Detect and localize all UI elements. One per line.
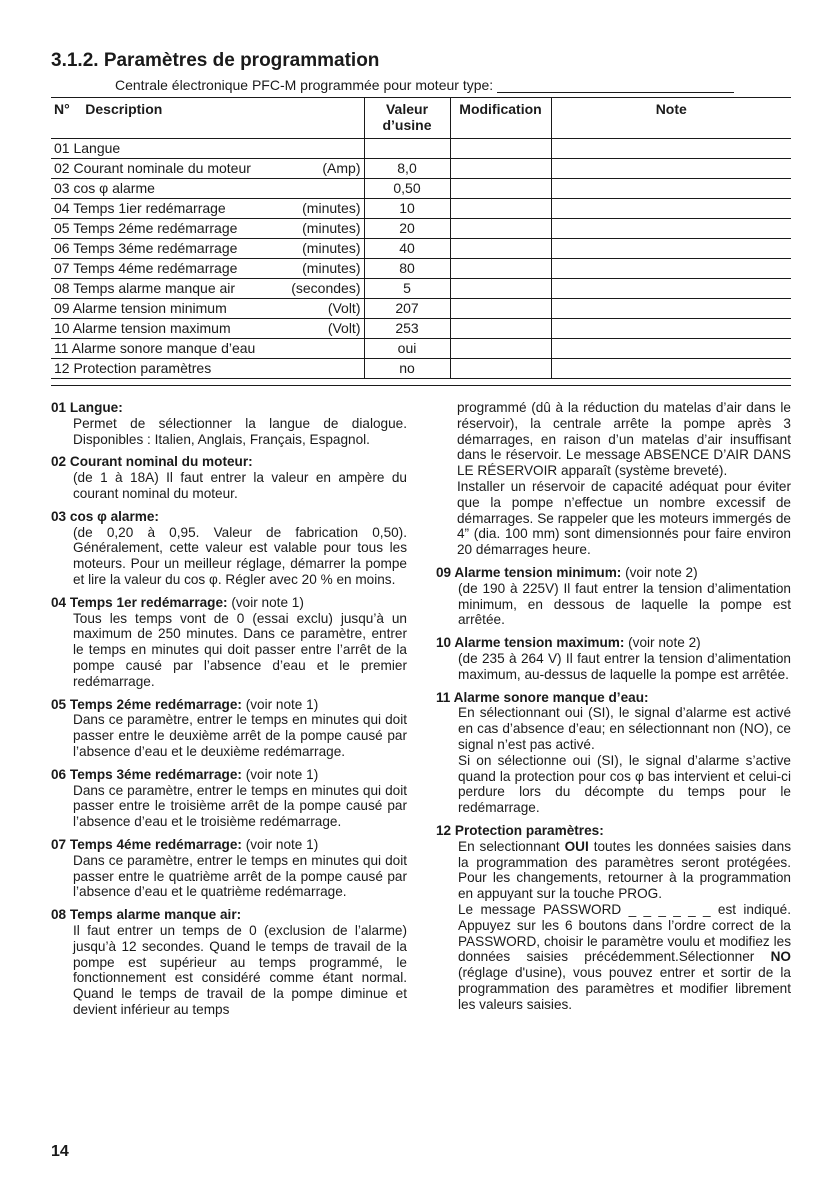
section-06: 06 Temps 3éme redémarrage: (voir note 1) Dans ce paramètre, entrer le temps en minutes qui doit passer entre le troisième arrêt de la pompe causé par l’absence d’eau et le troisième redémarrage. bbox=[51, 766, 407, 830]
row-modification bbox=[450, 199, 551, 219]
row-note bbox=[551, 279, 791, 299]
row-modification bbox=[450, 179, 551, 199]
row-default-value: 80 bbox=[364, 259, 450, 279]
section-12-para-2: Le message PASSWORD _ _ _ _ _ _ est indiqué. Appuyez sur les 6 boutons dans l’ordre correct de la PASSWORD, choisir le paramètre voulu et modifiez les données saisies précédemment.Sélectionner NO (réglage d'usine), vous pouvez entrer et sortir de la programmation des paramètres et modifier librement les valeurs saisies. bbox=[458, 901, 791, 1012]
row-modification bbox=[450, 359, 551, 379]
table-row bbox=[51, 179, 791, 199]
header-modification: Modification bbox=[450, 98, 551, 139]
row-note bbox=[551, 219, 791, 239]
section-10: 10 Alarme tension maximum: (voir note 2) (de 235 à 264 V) Il faut entrer la tension d’alimentation maximum, au-dessus de laquelle la pompe est arrêtée. bbox=[436, 635, 791, 682]
table-row bbox=[51, 319, 791, 339]
row-description: 03 cos φ alarme bbox=[51, 179, 364, 199]
row-default-value: 5 bbox=[364, 279, 450, 299]
row-default-value: 8,0 bbox=[364, 159, 450, 179]
row-description: 09 Alarme tension minimum (Volt) bbox=[51, 299, 364, 319]
section-04: 04 Temps 1er redémarrage: (voir note 1) Tous les temps vont de 0 (essai exclu) jusqu’à un maximum de 250 minutes. Dans ce paramètre, entrer le temps en minutes qui doit passer entre l’arrêt de la pompe causé par l’absence d’eau et le premier redémarrage. bbox=[51, 594, 407, 689]
row-note bbox=[551, 179, 791, 199]
section-08-continued: programmé (dû à la réduction du matelas d’air dans le réservoir), la centrale arrête la pompe après 3 démarrages, en raison d’un matelas d’air insuffisant dans le réservoir. Le message ABSENCE D’AIR DANS LE RÉSERVOIR apparaît (système breveté). Installer un réservoir de capacité adéquat pour éviter que la pompe n’effectue un nombre excessif de démarrages. Se rappeler que les moteurs immergés de 4” (dia. 100 mm) sont dimensionnés pour faire environ 20 démarrages heure. bbox=[457, 400, 791, 558]
subtitle-text: Centrale électronique PFC-M programmée pour moteur type: bbox=[115, 77, 494, 93]
row-modification bbox=[450, 299, 551, 319]
section-05: 05 Temps 2éme redémarrage: (voir note 1) Dans ce paramètre, entrer le temps en minutes qui doit passer entre le deuxième arrêt de la pompe causé par l’absence d’eau et le deuxième redémarrage. bbox=[51, 696, 407, 759]
row-modification bbox=[450, 239, 551, 259]
row-modification bbox=[450, 259, 551, 279]
row-default-value: 20 bbox=[364, 219, 450, 239]
row-modification bbox=[450, 159, 551, 179]
row-default-value: 253 bbox=[364, 319, 450, 339]
section-12-para-1: En selectionnant OUI toutes les données saisies dans la programmation des paramètres seront protégées. Pour les changements, retourner à la programmation en appuyant sur la touche PROG. bbox=[458, 838, 791, 902]
row-default-value: oui bbox=[364, 339, 450, 359]
table-row bbox=[51, 219, 791, 239]
right-column bbox=[436, 400, 791, 1019]
parameters-table bbox=[51, 97, 791, 379]
table-row bbox=[51, 279, 791, 299]
row-default-value: 10 bbox=[364, 199, 450, 219]
row-description: 01 Langue bbox=[51, 139, 364, 159]
row-modification bbox=[450, 279, 551, 299]
row-description: 06 Temps 3éme redémarrage (minutes) bbox=[51, 239, 364, 259]
section-07: 07 Temps 4éme redémarrage: (voir note 1) Dans ce paramètre, entrer le temps en minutes qui doit passer entre le quatrième arrêt de la pompe causé par l’absence d’eau et le quatrième redémarrage. bbox=[51, 836, 407, 900]
header-default-value: Valeur d’usine bbox=[364, 98, 450, 139]
section-02: 02 Courant nominal du moteur: (de 1 à 18A) Il faut entrer la valeur en ampère du courant nominal du moteur. bbox=[51, 454, 407, 501]
row-note bbox=[551, 239, 791, 259]
row-note bbox=[551, 139, 791, 159]
row-note bbox=[551, 199, 791, 219]
table-row bbox=[51, 239, 791, 259]
subtitle bbox=[115, 77, 734, 93]
row-description: 11 Alarme sonore manque d’eau bbox=[51, 339, 364, 359]
row-default-value: 40 bbox=[364, 239, 450, 259]
header-description: N° Description bbox=[51, 98, 364, 139]
table-row bbox=[51, 259, 791, 279]
section-01: 01 Langue: Permet de sélectionner la langue de dialogue. Disponibles : Italien, Anglais, Français, Espagnol. bbox=[51, 400, 407, 447]
row-description: 02 Courant nominale du moteur (Amp) bbox=[51, 159, 364, 179]
left-column bbox=[51, 400, 407, 1025]
row-note bbox=[551, 259, 791, 279]
table-row bbox=[51, 299, 791, 319]
row-note bbox=[551, 359, 791, 379]
row-default-value: 0,50 bbox=[364, 179, 450, 199]
row-description: 10 Alarme tension maximum (Volt) bbox=[51, 319, 364, 339]
row-description: 12 Protection paramètres bbox=[51, 359, 364, 379]
row-default-value: 207 bbox=[364, 299, 450, 319]
section-08: 08 Temps alarme manque air: Il faut entrer un temps de 0 (exclusion de l’alarme) jusqu’à 12 secondes. Quand le temps de travail de la pompe est supérieur au temps programmé, le fonctionnement est considéré comme étant normal. Quand le temps de travail de la pompe diminue et devient inférieur au temps bbox=[51, 907, 407, 1017]
motor-type-blank bbox=[497, 80, 734, 93]
row-description: 08 Temps alarme manque air (secondes) bbox=[51, 279, 364, 299]
page-title: 3.1.2. Paramètres de programmation bbox=[51, 50, 380, 71]
row-description: 04 Temps 1ier redémarrage (minutes) bbox=[51, 199, 364, 219]
section-12: 12 Protection paramètres: En selectionnant OUI toutes les données saisies dans la programmation des paramètres seront protégées. Pour les changements, retourner à la programmation en appuyant sur la touche PROG. Le message PASSWORD _ _ _ _ _ _ est indiqué. Appuyez sur les 6 boutons dans l’ordre correct de la PASSWORD, choisir le paramètre voulu et modifiez les données saisies précédemment.Sélectionner NO (réglage d'usine), vous pouvez entrer et sortir de la programmation des paramètres et modifier librement les valeurs saisies. bbox=[436, 822, 791, 1012]
row-note bbox=[551, 299, 791, 319]
table-header bbox=[51, 98, 791, 139]
row-modification bbox=[450, 319, 551, 339]
divider bbox=[51, 385, 791, 386]
header-note: Note bbox=[551, 98, 791, 139]
section-03: 03 cos φ alarme: (de 0,20 à 0,95. Valeur de fabrication 0,50). Généralement, cette valeur est valable pour tous les moteurs. Pour un meilleur réglage, démarrer la pompe et lire la valeur du cos φ. Régler avec 20 % en moins. bbox=[51, 508, 407, 587]
table-row bbox=[51, 139, 791, 159]
row-modification bbox=[450, 139, 551, 159]
table-row bbox=[51, 339, 791, 359]
row-modification bbox=[450, 339, 551, 359]
section-11: 11 Alarme sonore manque d’eau: En sélectionnant oui (SI), le signal d’alarme est activé en cas d’absence d’eau; en sélectionnant non (NO), ce signal n’est pas activé. Si on sélectionne oui (SI), le signal d’alarme s’active quand la protection pour cos φ bas intervient et celui-ci perdure lors du décompte du temps pour le redémarrage. bbox=[436, 689, 791, 816]
page-number: 14 bbox=[51, 1143, 69, 1160]
row-modification bbox=[450, 219, 551, 239]
row-note bbox=[551, 159, 791, 179]
table-row bbox=[51, 199, 791, 219]
row-default-value bbox=[364, 139, 450, 159]
row-note bbox=[551, 339, 791, 359]
row-description: 07 Temps 4éme redémarrage (minutes) bbox=[51, 259, 364, 279]
table-row bbox=[51, 159, 791, 179]
row-note bbox=[551, 319, 791, 339]
section-09: 09 Alarme tension minimum: (voir note 2) (de 190 à 225V) Il faut entrer la tension d’alimentation minimum, en dessous de laquelle la pompe est arrêtée. bbox=[436, 564, 791, 628]
row-default-value: no bbox=[364, 359, 450, 379]
row-description: 05 Temps 2éme redémarrage (minutes) bbox=[51, 219, 364, 239]
table-row bbox=[51, 359, 791, 379]
